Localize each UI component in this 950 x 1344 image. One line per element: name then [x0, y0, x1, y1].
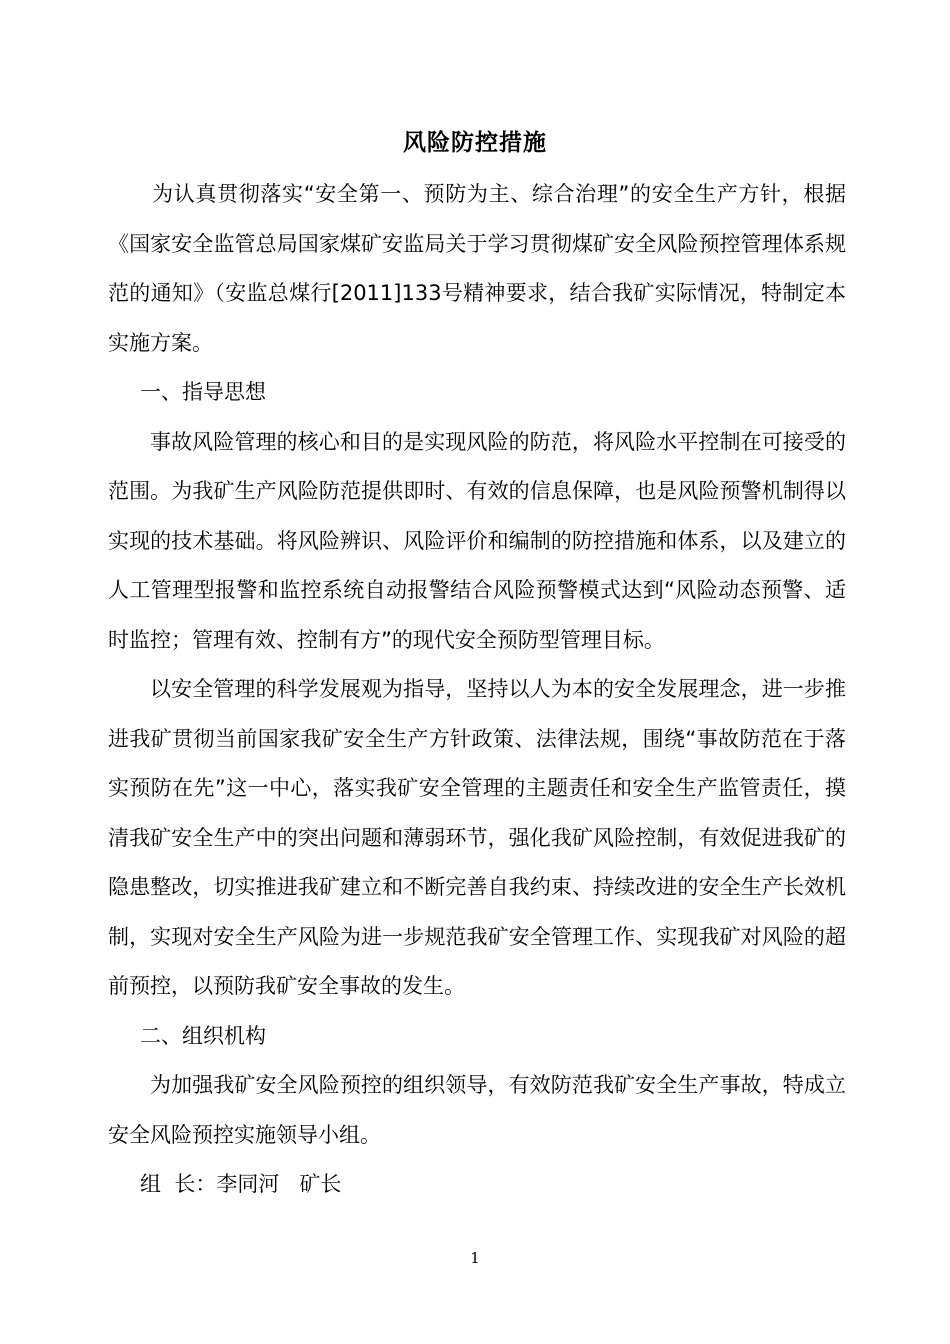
- page-number: 1: [470, 1249, 480, 1267]
- guiding-ideology-paragraph-1: 事故风险管理的核心和目的是实现风险的防范，将风险水平控制在可接受的范围。为我矿生产风险防范提供即时、有效的信息保障，也是风险预警机制得以实现的技术基础。将风险辨识、风险评价和编制的防控措施和体系，以及建立的人工管理型报警和监控系统自动报警结合风险预警模式达到“风险动态预警、适时监控；管理有效、控制有方”的现代安全预防型管理目标。: [108, 429, 846, 652]
- section-heading-guiding-ideology: 一、指导思想: [140, 380, 266, 404]
- group-leader-line: 组 长：李同河 矿长: [140, 1172, 342, 1196]
- guiding-ideology-paragraph-2: 以安全管理的科学发展观为指导，坚持以人为本的安全发展理念，进一步推进我矿贯彻当前国家我矿安全生产方针政策、法律法规，围绕“事故防范在于落实预防在先”这一中心，落实我矿安全管理的主题责任和安全生产监管责任，摸清我矿安全生产中的突出问题和薄弱环节，强化我矿风险控制，有效促进我矿的隐患整改，切实推进我矿建立和不断完善自我约束、持续改进的安全生产长效机制，实现对安全生产风险为进一步规范我矿安全管理工作、实现我矿对风险的超前预控，以预防我矿安全事故的发生。: [108, 677, 846, 998]
- intro-paragraph: 为认真贯彻落实“安全第一、预防为主、综合治理”的安全生产方针，根据《国家安全监管总局国家煤矿安监局关于学习贯彻煤矿安全风险预控管理体系规范的通知》（安监总煤行[2011]133号精神要求，结合我矿实际情况，特制定本实施方案。: [108, 182, 846, 355]
- section-heading-organization: 二、组织机构: [140, 1023, 266, 1048]
- organization-paragraph: 为加强我矿安全风险预控的组织领导，有效防范我矿安全生产事故，特成立安全风险预控实施领导小组。: [108, 1073, 846, 1147]
- document-title: 风险防控措施: [403, 130, 547, 156]
- document-body: [108, 170, 846, 1210]
